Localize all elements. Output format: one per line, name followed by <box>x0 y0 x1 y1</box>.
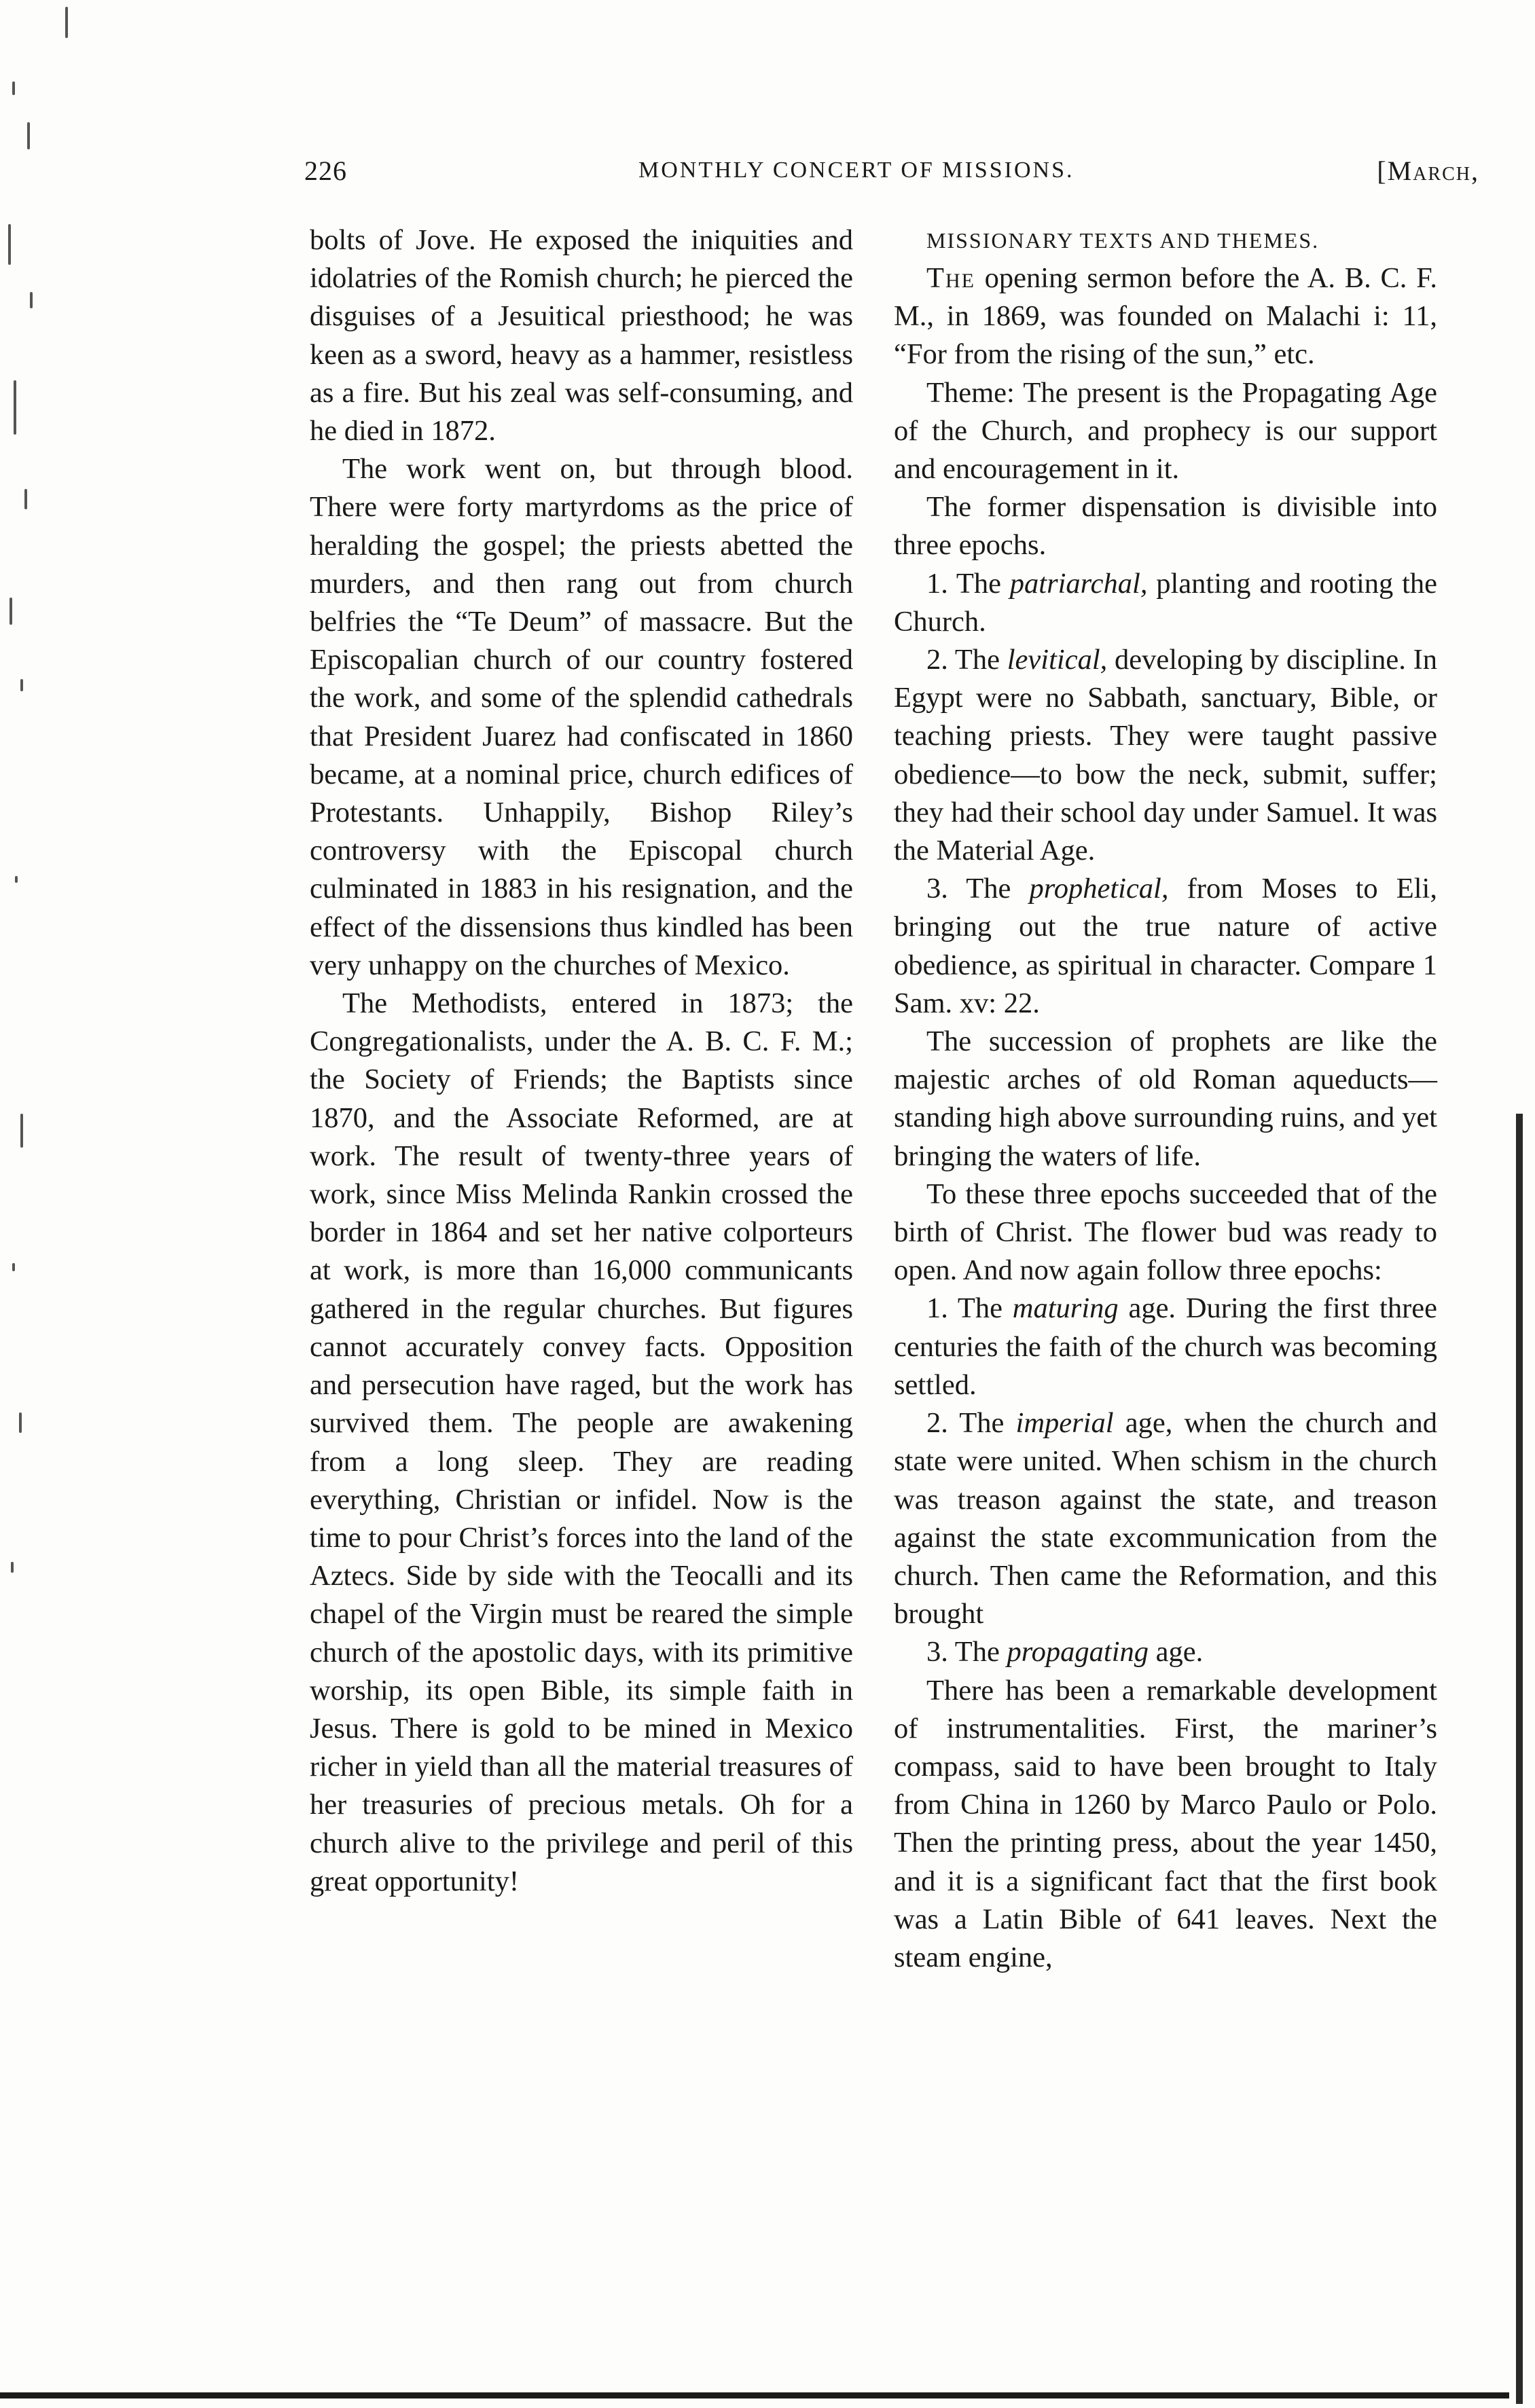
age-propagating: 3. The propagating age. <box>926 1636 1204 1668</box>
age-imperial: 2. The imperial age, when the church and state were united. When schism in the church was treason against the state, and treason against the state excommunication from the church. Then came the Reformation, and this brought <box>894 1407 1437 1630</box>
epoch-levitical: 2. The levitical, developing by discipline. In Egypt were no Sabbath, sanctuary, Bible, or teaching priests. They were taught passive obedience—to bow the neck, submit, suffer; they had their school day under Samuel. It was the Material Age. <box>894 644 1437 867</box>
margin-specks <box>0 0 82 1630</box>
paragraph-juarez-zeal: bolts of Jove. He exposed the iniquities and idolatries of the Romish church; he pierced the disguises of a Jesuitical priesthood; he was keen as a sword, heavy as a hammer, resistless as a fire. But his zeal was self-consuming, and he died in 1872. <box>310 224 853 448</box>
epoch-patriarchal: 1. The patriarchal, planting and rooting the Church. <box>894 567 1437 638</box>
paragraph-martyrdoms: The work went on, but through blood. There were forty martyrdoms as the price of heralding the gospel; the priests abetted the murders, and then rang out from church belfries the “Te Deum” of massacre. But the Episcopalian church of our country fostered the work, and some of the splendid cathedrals that President Juarez had confiscated in 1860 became, at a nominal price, church edifices of Protestants. Unhappily, Bishop Riley’s controversy with the Episcopal church culminated in 1883 in his resignation, and the effect of the dissensions thus kindled has been very unhappy on the churches of Mexico. <box>310 453 853 981</box>
paragraph-three-epochs: To these three epochs succeeded that of the birth of Christ. The flower bud was ready to open. And now again follow three epochs: <box>894 1178 1437 1287</box>
section-heading: MISSIONARY TEXTS AND THEMES. <box>926 228 1320 253</box>
page-number: 226 <box>304 156 347 186</box>
lead-word: The <box>926 262 975 294</box>
bottom-edge-rule <box>0 2392 1509 2398</box>
right-column <box>894 221 1437 1977</box>
running-title: MONTHLY CONCERT OF MISSIONS. <box>638 158 1074 183</box>
running-month: [March, <box>1377 156 1479 186</box>
paragraph-former-dispensation: The former dispensation is divisible into three epochs. <box>894 491 1437 562</box>
paragraph-theme: Theme: The present is the Propagating Age of the Church, and prophecy is our support and encouragement in it. <box>894 376 1437 486</box>
paragraph-succession: The succession of prophets are like the majestic arches of old Roman aqueducts—standing high above surrounding ruins, and yet bringing the waters of life. <box>894 1025 1437 1172</box>
paragraph-methodists: The Methodists, entered in 1873; the Congregationalists, under the A. B. C. F. M.; the Society of Friends; the Baptists since 1870, and the Associate Reformed, are at work. The result of twenty-three years of work, since Miss Melinda Rankin crossed the border in 1864 and set her native colporteurs at work, is more than 16,000 communicants gathered in the regular churches. But figures cannot accurately convey facts. Opposition and persecution have raged, but the work has survived them. The people are awakening from a long sleep. They are reading everything, Christian or infidel. Now is the time to pour Christ’s forces into the land of the Aztecs. Side by side with the Teocalli and its chapel of the Virgin must be reared the simple church of the apostolic days, with its primitive worship, its open Bible, its simple faith in Jesus. There is gold to be mined in Mexico richer in yield than all the material treasures of her treasuries of precious metals. Oh for a church alive to the privilege and peril of this great opportunity! <box>310 987 853 1897</box>
age-maturing: 1. The maturing age. During the first three centuries the faith of the church was becoming settled. <box>894 1292 1437 1401</box>
paragraph-opening-sermon: The opening sermon before the A. B. C. F. M., in 1869, was founded on Malachi i: 11, “For from the rising of the sun,” etc. <box>894 262 1437 371</box>
page-edge-shadow <box>1516 1114 1523 2404</box>
epoch-prophetical: 3. The prophetical, from Moses to Eli, bringing out the true nature of active obedience, as spiritual in character. Compare 1 Sam. xv: 22. <box>894 873 1437 1019</box>
running-head <box>304 155 1479 196</box>
paragraph-development: There has been a remarkable development of instrumentalities. First, the mariner’s compass, said to have been brought to Italy from China in 1260 by Marco Paulo or Polo. Then the printing press, about the year 1450, and it is a significant fact that the first book was a Latin Bible of 641 leaves. Next the steam engine, <box>894 1674 1437 1973</box>
left-column <box>310 221 853 1901</box>
